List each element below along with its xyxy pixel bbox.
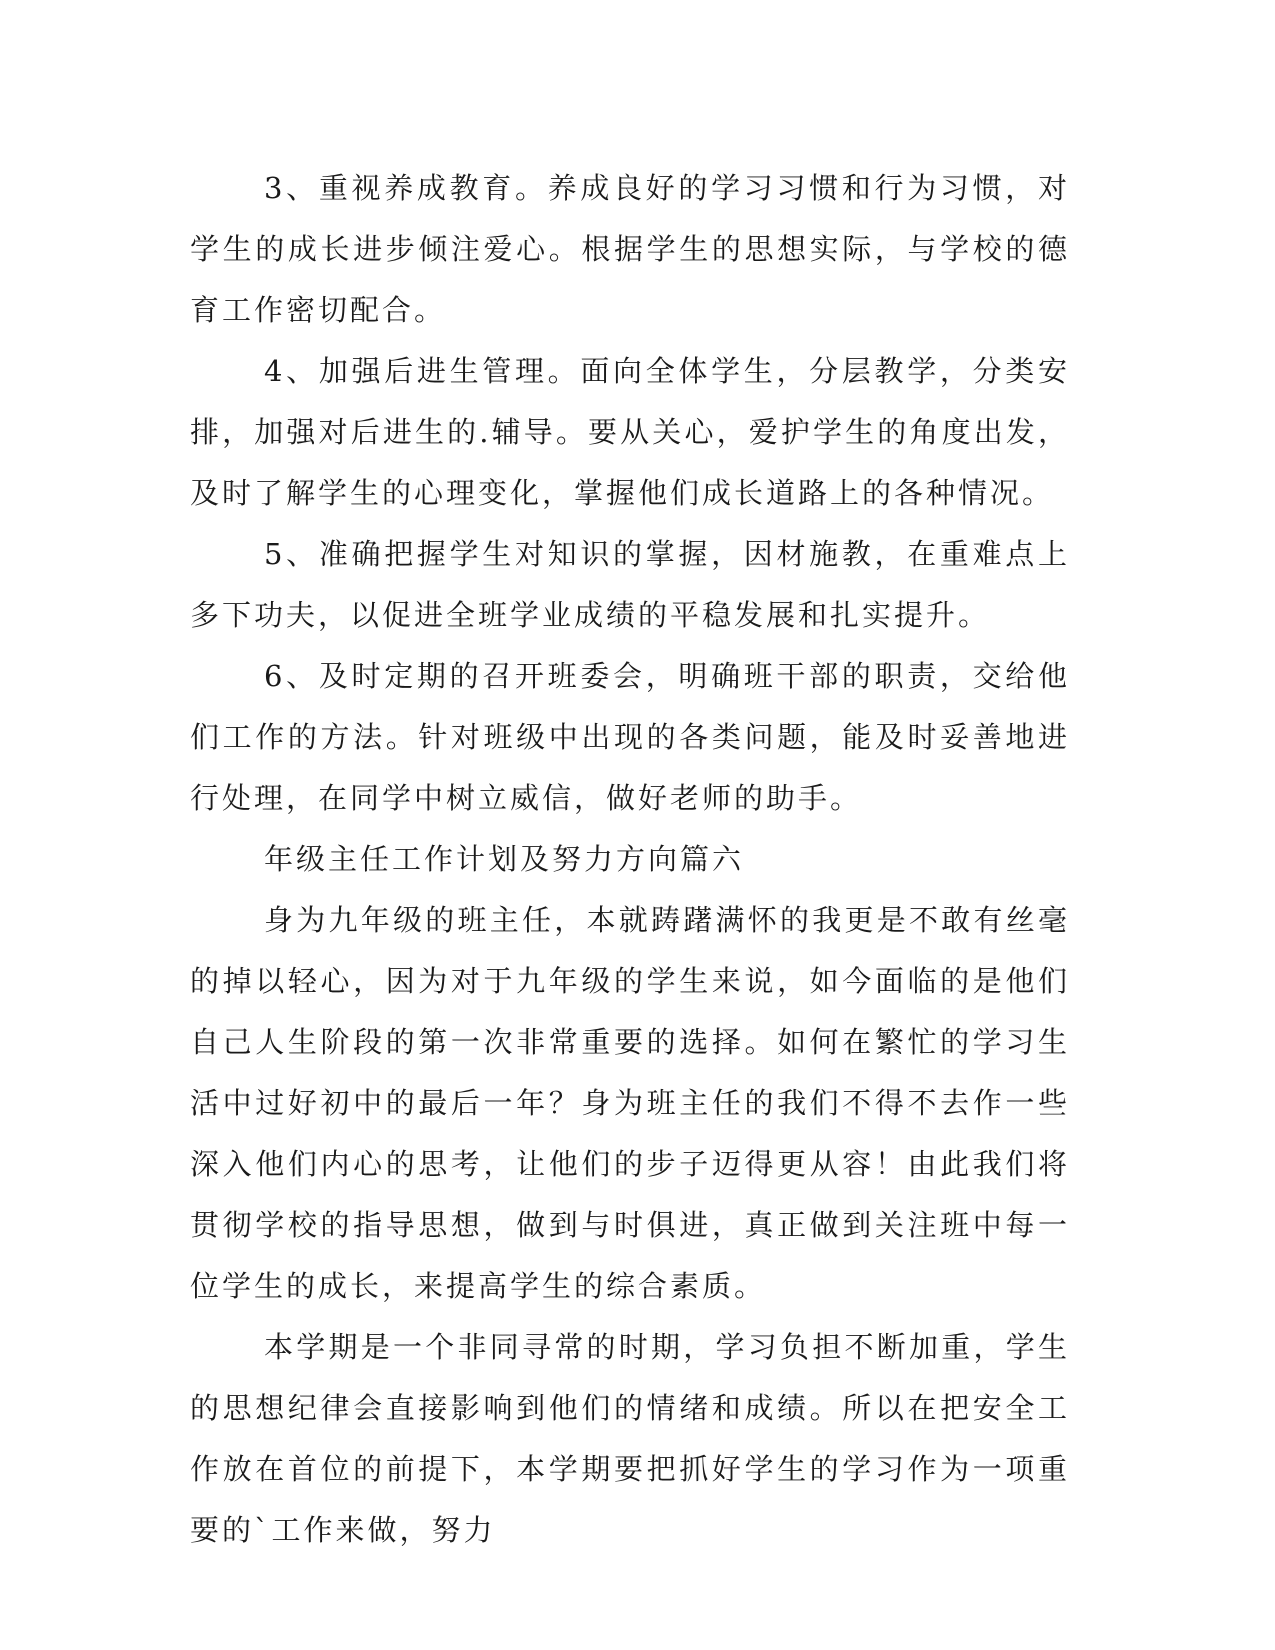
section-paragraph-intro: 身为九年级的班主任，本就踌躇满怀的我更是不敢有丝毫的掉以轻心，因为对于九年级的学生来说，如今面临的是他们自己人生阶段的第一次非常重要的选择。如何在繁忙的学习生活中过好初中的最后一年？身为班主任的我们不得不去作一些深入他们内心的思考，让他们的步子迈得更从容！由此我们将贯彻学校的指导思想，做到与时俱进，真正做到关注班中每一位学生的成长，来提高学生的综合素质。 [190, 903, 1070, 1303]
paragraph-item-6: 6、及时定期的召开班委会，明确班干部的职责，交给他们工作的方法。针对班级中出现的各类问题，能及时妥善地进行处理，在同学中树立威信，做好老师的助手。 [190, 659, 1070, 815]
paragraph-item-4: 4、加强后进生管理。面向全体学生，分层教学，分类安排，加强对后进生的.辅导。要从关心，爱护学生的角度出发，及时了解学生的心理变化，掌握他们成长道路上的各种情况。 [190, 354, 1070, 510]
section-title: 年级主任工作计划及努力方向篇六 [264, 842, 745, 876]
paragraph-item-5: 5、准确把握学生对知识的掌握，因材施教，在重难点上多下功夫，以促进全班学业成绩的平稳发展和扎实提升。 [190, 537, 1070, 632]
document-body [190, 158, 1070, 1561]
paragraph-item-3: 3、重视养成教育。养成良好的学习习惯和行为习惯，对学生的成长进步倾注爱心。根据学生的思想实际，与学校的德育工作密切配合。 [190, 171, 1070, 327]
section-paragraph-semester: 本学期是一个非同寻常的时期，学习负担不断加重，学生的思想纪律会直接影响到他们的情绪和成绩。所以在把安全工作放在首位的前提下，本学期要把抓好学生的学习作为一项重要的`工作来做，努力 [190, 1330, 1070, 1547]
